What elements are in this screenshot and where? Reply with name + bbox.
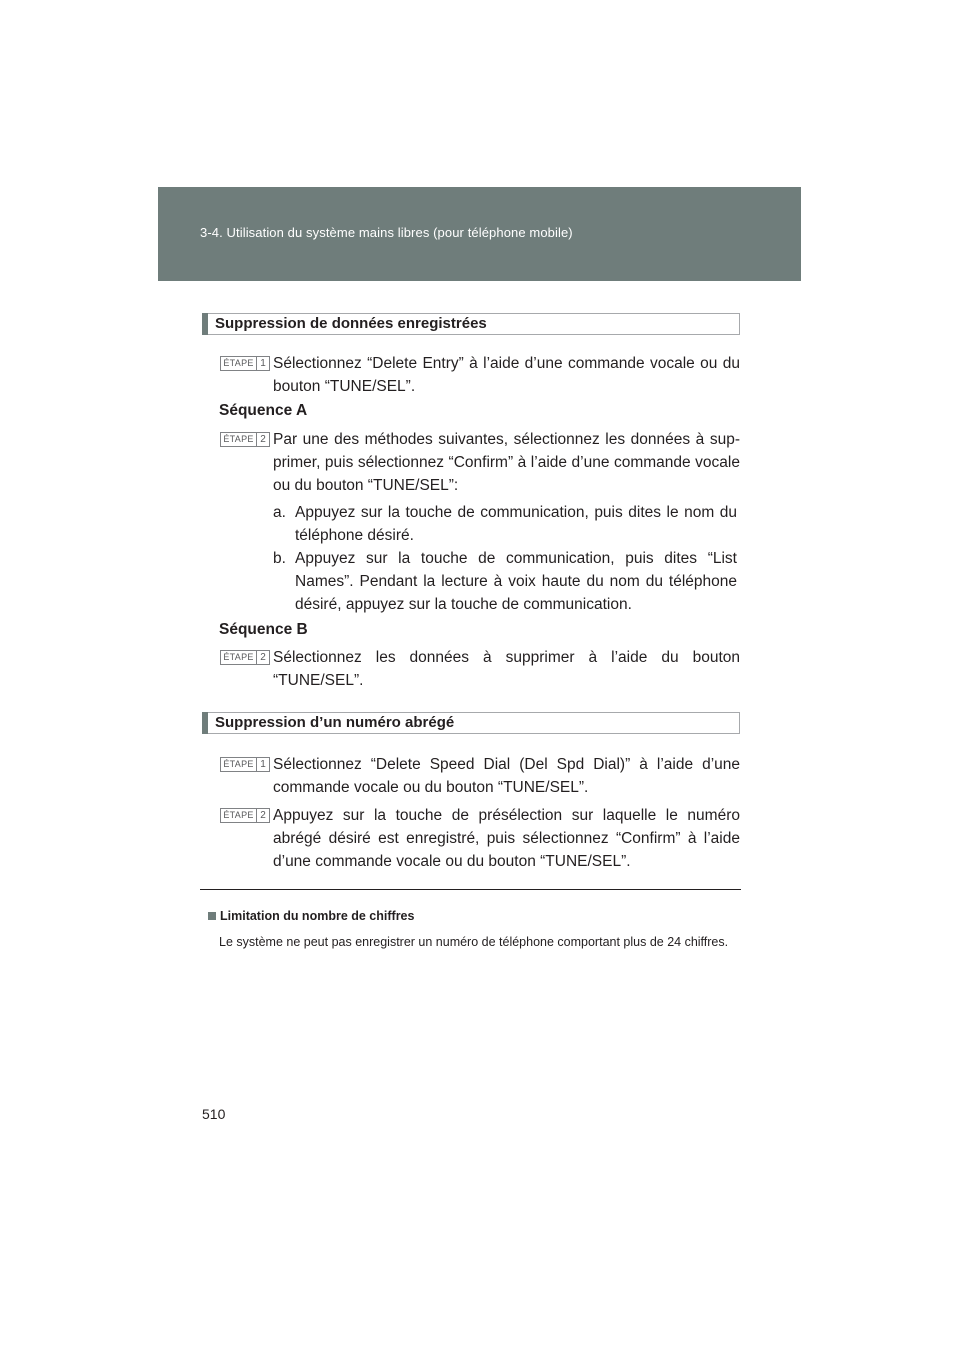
chapter-header xyxy=(158,187,801,281)
step-text: Sélectionnez “Delete Speed Dial (Del Spd Dial)” à l’aide d’une commande vocale ou du bouton “TUNE/SEL”. xyxy=(273,756,740,796)
page-number: 510 xyxy=(202,1106,226,1122)
section-title: Suppression d’un numéro abrégé xyxy=(215,714,455,731)
step-badge: ÉTAPE 2 xyxy=(220,650,270,665)
section-heading-delete-entry xyxy=(202,313,740,335)
section-title: Suppression de données enregistrées xyxy=(215,315,487,332)
chapter-title: 3-4. Utilisation du système mains libres (pour téléphone mobile) xyxy=(200,225,573,240)
step-speed-dial-1 xyxy=(220,753,740,799)
step-badge: ÉTAPE 2 xyxy=(220,432,270,447)
option-a: a. Appuyez sur la touche de communication, puis dites le nom du téléphone désiré. xyxy=(273,504,737,544)
step-text: Sélectionnez “Delete Entry” à l’aide d’une commande vocale ou du bouton “TUNE/SEL”. xyxy=(273,355,740,395)
step-badge: ÉTAPE 2 xyxy=(220,808,270,823)
step-text: Appuyez sur la touche de présélection sur laquelle le numéro abrégé désiré est enregistré, puis sélectionnez “Confirm” à l’aide d’une commande vocale ou du bouton “TUNE/SEL”. xyxy=(273,807,740,870)
divider xyxy=(200,889,741,890)
square-bullet-icon xyxy=(208,912,216,920)
step-badge: ÉTAPE 1 xyxy=(220,356,270,371)
step-sequence-b-2 xyxy=(220,646,740,692)
section-heading-delete-speed-dial xyxy=(202,712,740,734)
step-text: Sélectionnez les données à supprimer à l’aide du bouton “TUNE/SEL”. xyxy=(273,649,740,689)
note-text: Le système ne peut pas enregistrer un numéro de téléphone comportant plus de 24 chiffres. xyxy=(219,935,729,949)
step-sequence-a-2 xyxy=(220,428,740,497)
sequence-b-title: Séquence B xyxy=(219,621,308,638)
step-speed-dial-2 xyxy=(220,804,740,873)
step-text: Par une des méthodes suivantes, sélectionnez les données à sup-primer, puis sélectionnez “Confirm” à l’aide d’une commande vocale ou du bouton “TUNE/SEL”: xyxy=(273,431,740,494)
note-title: Limitation du nombre de chiffres xyxy=(208,909,414,923)
step-delete-entry-1 xyxy=(220,352,740,398)
option-b: b. Appuyez sur la touche de communication, puis dites “List Names”. Pendant la lecture à voix haute du nom du téléphone désiré, appuyez sur la touche de communication. xyxy=(273,550,737,613)
step-badge: ÉTAPE 1 xyxy=(220,757,270,772)
sequence-a-title: Séquence A xyxy=(219,402,308,419)
